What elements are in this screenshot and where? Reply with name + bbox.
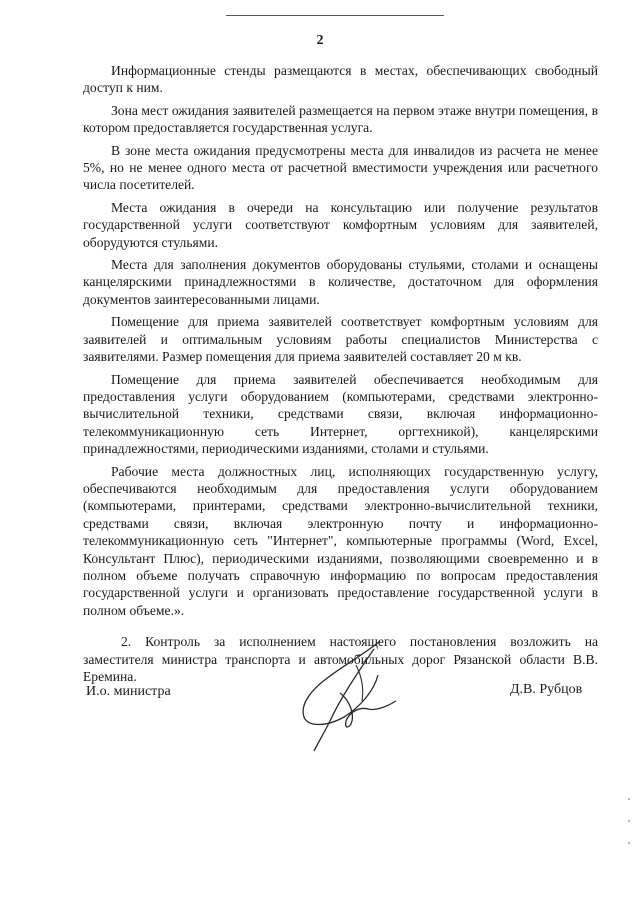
paragraph: Места для заполнения документов оборудованы стульями, столами и оснащены канцелярскими принадлежностями в количестве, достаточном для оформления документов заинтересованными лицами.: [83, 257, 598, 307]
paragraph: Места ожидания в очереди на консультацию или получение результатов государственной услуги соответствуют комфортным условиям для заявителей, оборудуются стульями.: [83, 199, 598, 250]
clause-2: 2. Контроль за исполнением настоящего постановления возложить на заместителя министра транспорта и автомобильных дорог Рязанской области В.В. Еремина.: [83, 634, 598, 684]
paragraph: Зона мест ожидания заявителей размещается на первом этаже внутри помещения, в котором предоставляется государственная услуга.: [83, 102, 598, 136]
scan-speck: [628, 820, 630, 822]
signatory-name: Д.В. Рубцов: [510, 682, 583, 697]
page-number: 2: [316, 33, 324, 48]
paragraph: Рабочие места должностных лиц, исполняющих государственную услугу, обеспечиваются необходимым для предоставления услуги оборудованием (компьютерами, принтерами, средствами электронно-вычислительной техники, средствами связи, включая электронную почту и информационно-телекоммуникационную сеть "Интернет", компьютерные программы (Word, Excel, Консультант Плюс), периодическими изданиями, позволяющими своевременно и в полном объеме получать справочную информацию по вопросам предоставления государственной услуги и организовать предоставление государственной услуги в полном объеме.».: [83, 463, 598, 618]
signatory-position: И.о. министра: [86, 684, 171, 699]
paragraph: Помещение для приема заявителей соответствует комфортным условиям для заявителей и оптимальным условиям работы специалистов Министерства с заявителями. Размер помещения для приема заявителей составляет 20 м кв.: [83, 314, 598, 365]
scan-speck: [628, 798, 630, 800]
paragraph: Информационные стенды размещаются в местах, обеспечивающих свободный доступ к ним.: [83, 63, 598, 96]
document-body: [83, 62, 598, 690]
scan-speck: [628, 842, 630, 844]
paragraph: В зоне места ожидания предусмотрены места для инвалидов из расчета не менее 5%, но не менее одного места от расчетной вместимости учреждения или расчетного числа посетителей.: [83, 142, 598, 193]
header-rule: [226, 15, 444, 16]
paragraph: Помещение для приема заявителей обеспечивается необходимым для предоставления услуги оборудованием (компьютерами, средствами электронно-вычислительной техники, средствами связи, включая информационно-телекоммуникационную сеть Интернет, оргтехникой), канцелярскими принадлежностями, периодическими изданиями, столами и стульями.: [83, 371, 598, 457]
handwritten-signature: [296, 635, 416, 755]
